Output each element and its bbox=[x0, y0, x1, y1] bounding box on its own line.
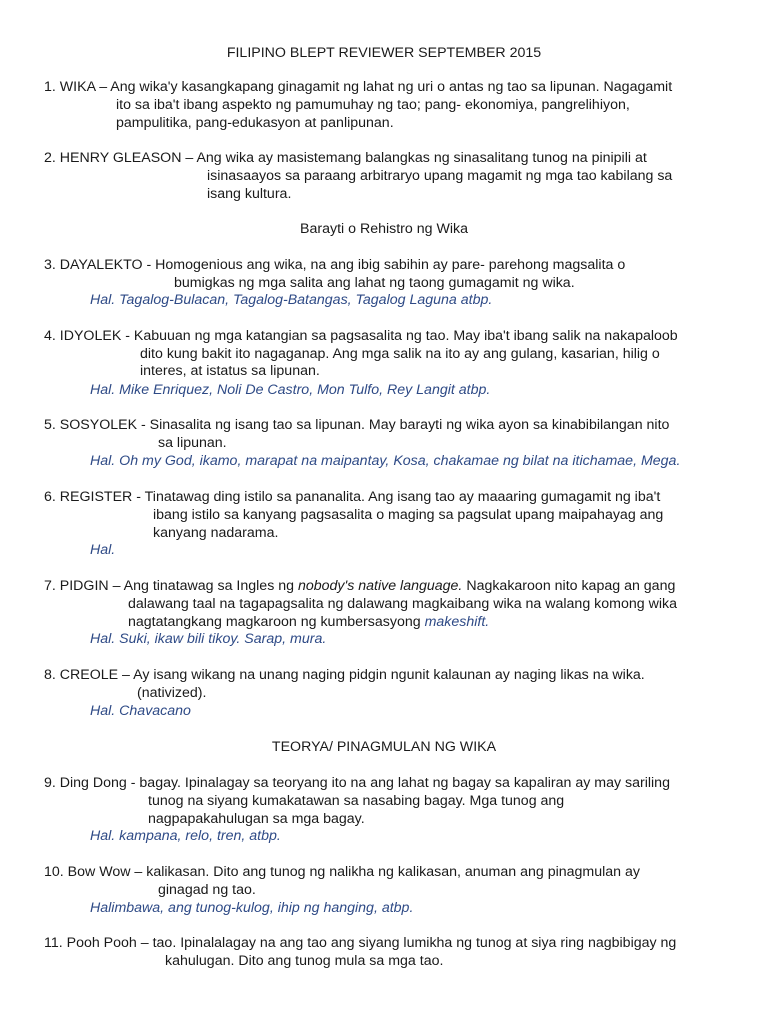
item-5-example: Hal. Oh my God, ikamo, marapat na maipantay, Kosa, chakamae ng bilat na itichamae, Mega. bbox=[90, 453, 681, 469]
item-6-line-1: 6. REGISTER - Tinatawag ding istilo sa pananalita. Ang isang tao ay maaaring gumagamit ng iba't bbox=[44, 489, 661, 505]
item-7-line-1-c: Nagkakaroon nito kapag an gang bbox=[462, 578, 676, 594]
item-6-line-3: kanyang nadarama. bbox=[153, 525, 279, 541]
item-2-line-3: isang kultura. bbox=[207, 186, 292, 202]
item-7-example: Hal. Suki, ikaw bili tikoy. Sarap, mura. bbox=[90, 631, 327, 647]
item-4-example: Hal. Mike Enriquez, Noli De Castro, Mon Tulfo, Rey Langit atbp. bbox=[90, 382, 491, 398]
item-3-line-1: 3. DAYALEKTO - Homogenious ang wika, na ang ibig sabihin ay pare- parehong magsalita o bbox=[44, 257, 626, 273]
item-4-line-1: 4. IDYOLEK - Kabuuan ng mga katangian sa pagsasalita ng tao. May iba't ibang salik na nakapaloob bbox=[44, 328, 678, 344]
item-7-line-1 bbox=[44, 577, 675, 595]
item-7-line-1-a: 7. PIDGIN – Ang tinatawag sa Ingles ng bbox=[44, 578, 298, 594]
item-10-line-2: ginagad ng tao. bbox=[158, 882, 256, 898]
item-9-line-2: tunog na siyang kumakatawan sa nasabing bagay. Mga tunog ang bbox=[148, 793, 565, 809]
item-1-line-3: pampulitika, pang-edukasyon at panlipunan. bbox=[116, 115, 394, 131]
item-8-line-1: 8. CREOLE – Ay isang wikang na unang naging pidgin ngunit kalaunan ay naging likas na wika. bbox=[44, 667, 645, 683]
item-1-line-1: 1. WIKA – Ang wika'y kasangkapang ginagamit ng lahat ng uri o antas ng tao sa lipunan. Nagagamit bbox=[44, 79, 673, 95]
item-9-line-3: nagpapakahulugan sa mga bagay. bbox=[148, 811, 365, 827]
item-10-example: Halimbawa, ang tunog-kulog, ihip ng hanging, atbp. bbox=[90, 900, 414, 916]
section-heading-teorya: TEORYA/ PINAGMULAN NG WIKA bbox=[271, 739, 497, 755]
item-9-example: Hal. kampana, relo, tren, atbp. bbox=[90, 828, 281, 844]
section-heading-barayti: Barayti o Rehistro ng Wika bbox=[300, 221, 468, 237]
item-6-line-2: ibang istilo sa kanyang pagsasalita o maging sa pagsulat upang maipahayag ang bbox=[153, 507, 664, 523]
item-3-line-2: bumigkas ng mga salita ang lahat ng taong gumagamit ng wika. bbox=[174, 275, 575, 291]
item-5-line-2: sa lipunan. bbox=[158, 435, 227, 451]
item-7-line-3 bbox=[128, 613, 489, 631]
item-7-line-1-b: nobody's native language. bbox=[297, 578, 463, 594]
item-4-line-3: interes, at istatus sa lipunan. bbox=[140, 363, 320, 379]
item-10-line-1: 10. Bow Wow – kalikasan. Dito ang tunog ng nalikha ng kalikasan, anuman ang pinagmulan ay bbox=[44, 864, 640, 880]
item-6-example: Hal. bbox=[90, 542, 116, 558]
item-1-line-2: ito sa iba't ibang aspekto ng pamumuhay ng tao; pang- ekonomiya, pangrelihiyon, bbox=[116, 97, 630, 113]
item-5-line-1: 5. SOSYOLEK - Sinasalita ng isang tao sa lipunan. May barayti ng wika ayon sa kinabibilangan nito bbox=[44, 417, 670, 433]
item-11-line-1: 11. Pooh Pooh – tao. Ipinalalagay na ang tao ang siyang lumikha ng tunog at siya ring nagbibigay ng bbox=[44, 935, 677, 951]
item-4-line-2: dito kung bakit ito nagaganap. Ang mga salik na ito ay ang gulang, kasarian, hilig o bbox=[140, 346, 660, 362]
document-title: FILIPINO BLEPT REVIEWER SEPTEMBER 2015 bbox=[226, 45, 542, 61]
item-8-line-2: (nativized). bbox=[137, 685, 207, 701]
item-7-line-2: dalawang taal na tagapagsalita ng dalawang magkaibang wika na walang komong wika bbox=[128, 596, 677, 612]
item-11-line-2: kahulugan. Dito ang tunog mula sa mga tao. bbox=[165, 953, 444, 969]
item-8-example: Hal. Chavacano bbox=[90, 703, 191, 719]
item-2-line-2: isinasaayos sa paraang arbitraryo upang magamit ng mga tao kabilang sa bbox=[207, 168, 673, 184]
item-9-line-1: 9. Ding Dong - bagay. Ipinalagay sa teoryang ito na ang lahat ng bagay sa kapaliran ay may sariling bbox=[44, 775, 670, 791]
item-7-line-3-a: nagtatangkang magkaroon ng kumbersasyong bbox=[128, 614, 425, 630]
item-7-line-3-b: makeshift. bbox=[424, 614, 490, 630]
item-3-example: Hal. Tagalog-Bulacan, Tagalog-Batangas, Tagalog Laguna atbp. bbox=[90, 292, 493, 308]
item-2-line-1: 2. HENRY GLEASON – Ang wika ay masistemang balangkas ng sinasalitang tunog na pinipili at bbox=[44, 150, 647, 166]
